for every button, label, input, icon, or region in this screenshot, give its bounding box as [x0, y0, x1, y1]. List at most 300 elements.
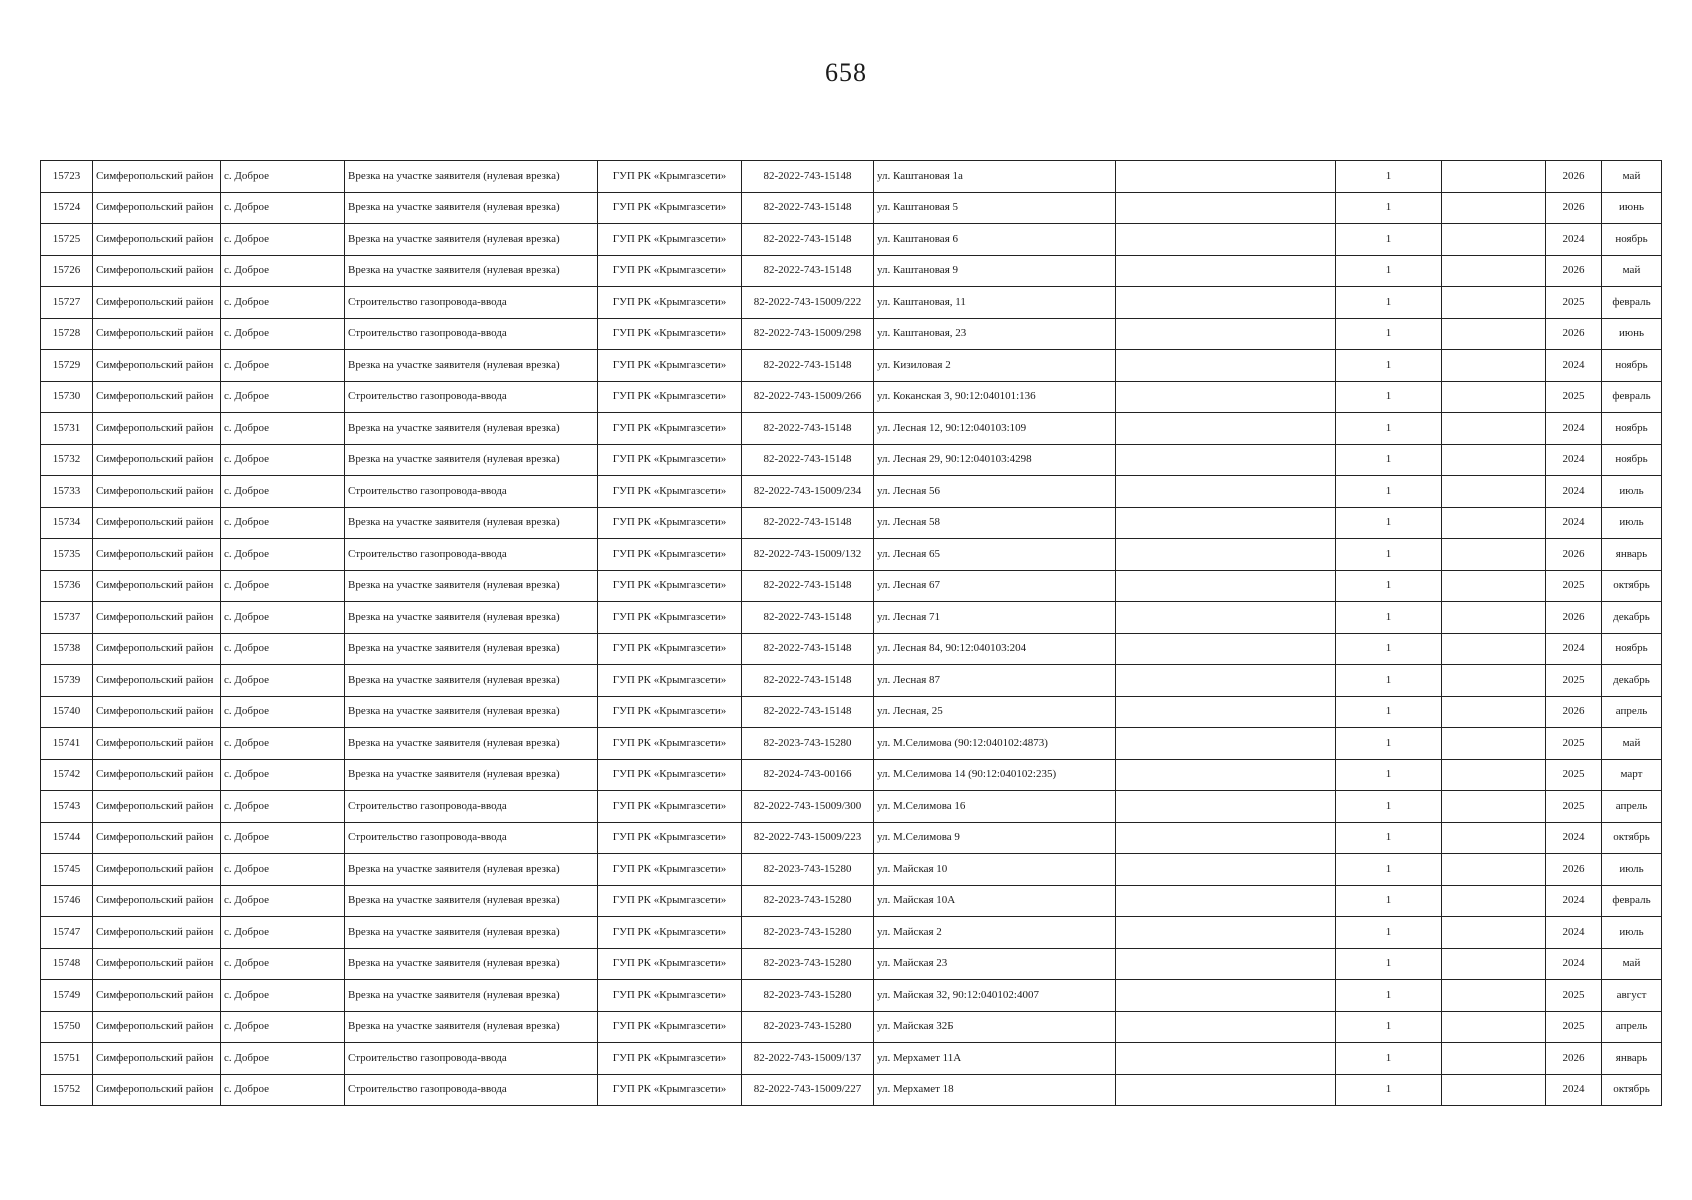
locality-cell: с. Доброе	[221, 917, 345, 949]
work-type-cell: Врезка на участке заявителя (нулевая врезка)	[345, 854, 598, 886]
address-cell: ул. Лесная, 25	[874, 696, 1116, 728]
empty-cell	[1116, 161, 1336, 193]
table-row	[41, 1043, 1662, 1075]
quantity-cell: 1	[1336, 885, 1442, 917]
organization-cell: ГУП РК «Крымгазсети»	[598, 1043, 742, 1075]
empty-cell	[1442, 350, 1546, 382]
record-number-cell: 15745	[41, 854, 93, 886]
organization-cell: ГУП РК «Крымгазсети»	[598, 759, 742, 791]
locality-cell: с. Доброе	[221, 350, 345, 382]
table-row	[41, 192, 1662, 224]
organization-cell: ГУП РК «Крымгазсети»	[598, 255, 742, 287]
work-type-cell: Врезка на участке заявителя (нулевая врезка)	[345, 1011, 598, 1043]
district-cell: Симферопольский район	[93, 948, 221, 980]
empty-cell	[1116, 696, 1336, 728]
request-code-cell: 82-2023-743-15280	[742, 948, 874, 980]
request-code-cell: 82-2022-743-15148	[742, 633, 874, 665]
request-code-cell: 82-2022-743-15148	[742, 696, 874, 728]
address-cell: ул. М.Селимова (90:12:040102:4873)	[874, 728, 1116, 760]
table-row	[41, 507, 1662, 539]
organization-cell: ГУП РК «Крымгазсети»	[598, 1011, 742, 1043]
table-row	[41, 255, 1662, 287]
organization-cell: ГУП РК «Крымгазсети»	[598, 948, 742, 980]
quantity-cell: 1	[1336, 287, 1442, 319]
month-cell: декабрь	[1602, 602, 1662, 634]
record-number-cell: 15746	[41, 885, 93, 917]
empty-cell	[1442, 885, 1546, 917]
request-code-cell: 82-2022-743-15009/227	[742, 1074, 874, 1106]
year-cell: 2026	[1546, 539, 1602, 571]
empty-cell	[1442, 948, 1546, 980]
locality-cell: с. Доброе	[221, 570, 345, 602]
record-number-cell: 15749	[41, 980, 93, 1012]
locality-cell: с. Доброе	[221, 192, 345, 224]
table-row	[41, 444, 1662, 476]
table-row	[41, 948, 1662, 980]
year-cell: 2025	[1546, 728, 1602, 760]
district-cell: Симферопольский район	[93, 759, 221, 791]
district-cell: Симферопольский район	[93, 728, 221, 760]
empty-cell	[1442, 854, 1546, 886]
month-cell: май	[1602, 948, 1662, 980]
record-number-cell: 15740	[41, 696, 93, 728]
address-cell: ул. Каштановая 1а	[874, 161, 1116, 193]
district-cell: Симферопольский район	[93, 381, 221, 413]
quantity-cell: 1	[1336, 1043, 1442, 1075]
district-cell: Симферопольский район	[93, 980, 221, 1012]
request-code-cell: 82-2023-743-15280	[742, 854, 874, 886]
quantity-cell: 1	[1336, 822, 1442, 854]
organization-cell: ГУП РК «Крымгазсети»	[598, 602, 742, 634]
work-type-cell: Врезка на участке заявителя (нулевая врезка)	[345, 948, 598, 980]
month-cell: ноябрь	[1602, 224, 1662, 256]
locality-cell: с. Доброе	[221, 696, 345, 728]
record-number-cell: 15727	[41, 287, 93, 319]
empty-cell	[1442, 728, 1546, 760]
empty-cell	[1116, 476, 1336, 508]
empty-cell	[1116, 759, 1336, 791]
table-row	[41, 287, 1662, 319]
empty-cell	[1116, 224, 1336, 256]
organization-cell: ГУП РК «Крымгазсети»	[598, 539, 742, 571]
work-type-cell: Строительство газопровода-ввода	[345, 791, 598, 823]
month-cell: февраль	[1602, 381, 1662, 413]
quantity-cell: 1	[1336, 665, 1442, 697]
locality-cell: с. Доброе	[221, 287, 345, 319]
record-number-cell: 15738	[41, 633, 93, 665]
organization-cell: ГУП РК «Крымгазсети»	[598, 192, 742, 224]
empty-cell	[1116, 948, 1336, 980]
year-cell: 2026	[1546, 192, 1602, 224]
year-cell: 2024	[1546, 507, 1602, 539]
district-cell: Симферопольский район	[93, 444, 221, 476]
locality-cell: с. Доброе	[221, 1074, 345, 1106]
address-cell: ул. Каштановая 9	[874, 255, 1116, 287]
page-number: 658	[825, 58, 867, 87]
year-cell: 2026	[1546, 854, 1602, 886]
empty-cell	[1442, 413, 1546, 445]
address-cell: ул. Лесная 29, 90:12:040103:4298	[874, 444, 1116, 476]
month-cell: ноябрь	[1602, 444, 1662, 476]
organization-cell: ГУП РК «Крымгазсети»	[598, 570, 742, 602]
locality-cell: с. Доброе	[221, 224, 345, 256]
table-row	[41, 476, 1662, 508]
district-cell: Симферопольский район	[93, 602, 221, 634]
address-cell: ул. Майская 2	[874, 917, 1116, 949]
table-row	[41, 539, 1662, 571]
locality-cell: с. Доброе	[221, 759, 345, 791]
year-cell: 2026	[1546, 602, 1602, 634]
district-cell: Симферопольский район	[93, 318, 221, 350]
district-cell: Симферопольский район	[93, 696, 221, 728]
quantity-cell: 1	[1336, 917, 1442, 949]
locality-cell: с. Доброе	[221, 633, 345, 665]
work-type-cell: Врезка на участке заявителя (нулевая врезка)	[345, 224, 598, 256]
organization-cell: ГУП РК «Крымгазсети»	[598, 507, 742, 539]
address-cell: ул. Майская 10А	[874, 885, 1116, 917]
empty-cell	[1116, 917, 1336, 949]
record-number-cell: 15751	[41, 1043, 93, 1075]
table-row	[41, 665, 1662, 697]
address-cell: ул. Каштановая 5	[874, 192, 1116, 224]
district-cell: Симферопольский район	[93, 633, 221, 665]
organization-cell: ГУП РК «Крымгазсети»	[598, 728, 742, 760]
year-cell: 2026	[1546, 161, 1602, 193]
record-number-cell: 15732	[41, 444, 93, 476]
locality-cell: с. Доброе	[221, 885, 345, 917]
month-cell: июнь	[1602, 192, 1662, 224]
address-cell: ул. Лесная 58	[874, 507, 1116, 539]
year-cell: 2024	[1546, 444, 1602, 476]
work-type-cell: Врезка на участке заявителя (нулевая врезка)	[345, 885, 598, 917]
locality-cell: с. Доброе	[221, 665, 345, 697]
work-type-cell: Врезка на участке заявителя (нулевая врезка)	[345, 413, 598, 445]
request-code-cell: 82-2024-743-00166	[742, 759, 874, 791]
work-type-cell: Врезка на участке заявителя (нулевая врезка)	[345, 696, 598, 728]
locality-cell: с. Доброе	[221, 728, 345, 760]
gasification-table	[40, 160, 1662, 1106]
year-cell: 2026	[1546, 1043, 1602, 1075]
quantity-cell: 1	[1336, 1074, 1442, 1106]
empty-cell	[1442, 822, 1546, 854]
locality-cell: с. Доброе	[221, 539, 345, 571]
empty-cell	[1116, 570, 1336, 602]
record-number-cell: 15731	[41, 413, 93, 445]
district-cell: Симферопольский район	[93, 413, 221, 445]
district-cell: Симферопольский район	[93, 255, 221, 287]
work-type-cell: Врезка на участке заявителя (нулевая врезка)	[345, 980, 598, 1012]
request-code-cell: 82-2022-743-15148	[742, 665, 874, 697]
empty-cell	[1116, 1043, 1336, 1075]
address-cell: ул. Лесная 67	[874, 570, 1116, 602]
month-cell: ноябрь	[1602, 413, 1662, 445]
district-cell: Симферопольский район	[93, 507, 221, 539]
address-cell: ул. Лесная 87	[874, 665, 1116, 697]
empty-cell	[1116, 255, 1336, 287]
year-cell: 2024	[1546, 948, 1602, 980]
address-cell: ул. Лесная 56	[874, 476, 1116, 508]
table-row	[41, 413, 1662, 445]
table-row	[41, 318, 1662, 350]
year-cell: 2024	[1546, 413, 1602, 445]
month-cell: июль	[1602, 917, 1662, 949]
request-code-cell: 82-2023-743-15280	[742, 885, 874, 917]
work-type-cell: Строительство газопровода-ввода	[345, 287, 598, 319]
district-cell: Симферопольский район	[93, 539, 221, 571]
record-number-cell: 15728	[41, 318, 93, 350]
address-cell: ул. Кизиловая 2	[874, 350, 1116, 382]
year-cell: 2025	[1546, 665, 1602, 697]
empty-cell	[1442, 476, 1546, 508]
table-row	[41, 728, 1662, 760]
work-type-cell: Врезка на участке заявителя (нулевая врезка)	[345, 507, 598, 539]
locality-cell: с. Доброе	[221, 476, 345, 508]
request-code-cell: 82-2023-743-15280	[742, 917, 874, 949]
address-cell: ул. Мерхамет 18	[874, 1074, 1116, 1106]
district-cell: Симферопольский район	[93, 822, 221, 854]
quantity-cell: 1	[1336, 192, 1442, 224]
address-cell: ул. Каштановая 6	[874, 224, 1116, 256]
month-cell: январь	[1602, 1043, 1662, 1075]
empty-cell	[1116, 885, 1336, 917]
address-cell: ул. Майская 32, 90:12:040102:4007	[874, 980, 1116, 1012]
month-cell: август	[1602, 980, 1662, 1012]
table-row	[41, 980, 1662, 1012]
work-type-cell: Строительство газопровода-ввода	[345, 822, 598, 854]
year-cell: 2024	[1546, 885, 1602, 917]
empty-cell	[1442, 633, 1546, 665]
locality-cell: с. Доброе	[221, 948, 345, 980]
month-cell: октябрь	[1602, 1074, 1662, 1106]
month-cell: февраль	[1602, 885, 1662, 917]
address-cell: ул. Лесная 65	[874, 539, 1116, 571]
request-code-cell: 82-2022-743-15148	[742, 350, 874, 382]
year-cell: 2024	[1546, 224, 1602, 256]
organization-cell: ГУП РК «Крымгазсети»	[598, 917, 742, 949]
organization-cell: ГУП РК «Крымгазсети»	[598, 791, 742, 823]
organization-cell: ГУП РК «Крымгазсети»	[598, 318, 742, 350]
work-type-cell: Врезка на участке заявителя (нулевая врезка)	[345, 728, 598, 760]
year-cell: 2025	[1546, 381, 1602, 413]
quantity-cell: 1	[1336, 696, 1442, 728]
district-cell: Симферопольский район	[93, 854, 221, 886]
table-row	[41, 633, 1662, 665]
month-cell: июль	[1602, 507, 1662, 539]
year-cell: 2024	[1546, 822, 1602, 854]
month-cell: май	[1602, 728, 1662, 760]
empty-cell	[1442, 444, 1546, 476]
work-type-cell: Строительство газопровода-ввода	[345, 1074, 598, 1106]
empty-cell	[1116, 665, 1336, 697]
work-type-cell: Строительство газопровода-ввода	[345, 1043, 598, 1075]
work-type-cell: Врезка на участке заявителя (нулевая врезка)	[345, 570, 598, 602]
district-cell: Симферопольский район	[93, 791, 221, 823]
empty-cell	[1442, 192, 1546, 224]
request-code-cell: 82-2022-743-15148	[742, 413, 874, 445]
address-cell: ул. Майская 32Б	[874, 1011, 1116, 1043]
locality-cell: с. Доброе	[221, 602, 345, 634]
organization-cell: ГУП РК «Крымгазсети»	[598, 822, 742, 854]
request-code-cell: 82-2022-743-15009/223	[742, 822, 874, 854]
year-cell: 2025	[1546, 570, 1602, 602]
locality-cell: с. Доброе	[221, 507, 345, 539]
district-cell: Симферопольский район	[93, 287, 221, 319]
address-cell: ул. М.Селимова 14 (90:12:040102:235)	[874, 759, 1116, 791]
record-number-cell: 15752	[41, 1074, 93, 1106]
address-cell: ул. Каштановая, 23	[874, 318, 1116, 350]
address-cell: ул. Лесная 84, 90:12:040103:204	[874, 633, 1116, 665]
organization-cell: ГУП РК «Крымгазсети»	[598, 665, 742, 697]
request-code-cell: 82-2022-743-15148	[742, 507, 874, 539]
empty-cell	[1116, 318, 1336, 350]
address-cell: ул. Майская 10	[874, 854, 1116, 886]
empty-cell	[1116, 633, 1336, 665]
request-code-cell: 82-2022-743-15009/137	[742, 1043, 874, 1075]
empty-cell	[1116, 602, 1336, 634]
locality-cell: с. Доброе	[221, 980, 345, 1012]
locality-cell: с. Доброе	[221, 822, 345, 854]
quantity-cell: 1	[1336, 255, 1442, 287]
table-row	[41, 224, 1662, 256]
request-code-cell: 82-2022-743-15009/266	[742, 381, 874, 413]
quantity-cell: 1	[1336, 224, 1442, 256]
request-code-cell: 82-2022-743-15009/222	[742, 287, 874, 319]
quantity-cell: 1	[1336, 791, 1442, 823]
locality-cell: с. Доброе	[221, 1043, 345, 1075]
locality-cell: с. Доброе	[221, 444, 345, 476]
record-number-cell: 15742	[41, 759, 93, 791]
year-cell: 2024	[1546, 917, 1602, 949]
record-number-cell: 15730	[41, 381, 93, 413]
address-cell: ул. Каштановая, 11	[874, 287, 1116, 319]
organization-cell: ГУП РК «Крымгазсети»	[598, 696, 742, 728]
work-type-cell: Врезка на участке заявителя (нулевая врезка)	[345, 665, 598, 697]
table-row	[41, 350, 1662, 382]
record-number-cell: 15729	[41, 350, 93, 382]
quantity-cell: 1	[1336, 161, 1442, 193]
organization-cell: ГУП РК «Крымгазсети»	[598, 476, 742, 508]
empty-cell	[1116, 192, 1336, 224]
district-cell: Симферопольский район	[93, 1011, 221, 1043]
quantity-cell: 1	[1336, 980, 1442, 1012]
empty-cell	[1116, 350, 1336, 382]
empty-cell	[1442, 381, 1546, 413]
month-cell: май	[1602, 255, 1662, 287]
quantity-cell: 1	[1336, 350, 1442, 382]
request-code-cell: 82-2022-743-15148	[742, 224, 874, 256]
record-number-cell: 15741	[41, 728, 93, 760]
organization-cell: ГУП РК «Крымгазсети»	[598, 161, 742, 193]
empty-cell	[1442, 759, 1546, 791]
organization-cell: ГУП РК «Крымгазсети»	[598, 854, 742, 886]
month-cell: ноябрь	[1602, 633, 1662, 665]
year-cell: 2025	[1546, 759, 1602, 791]
record-number-cell: 15724	[41, 192, 93, 224]
work-type-cell: Врезка на участке заявителя (нулевая врезка)	[345, 255, 598, 287]
table-row	[41, 696, 1662, 728]
organization-cell: ГУП РК «Крымгазсети»	[598, 381, 742, 413]
organization-cell: ГУП РК «Крымгазсети»	[598, 885, 742, 917]
work-type-cell: Строительство газопровода-ввода	[345, 539, 598, 571]
empty-cell	[1442, 917, 1546, 949]
empty-cell	[1442, 980, 1546, 1012]
quantity-cell: 1	[1336, 539, 1442, 571]
request-code-cell: 82-2023-743-15280	[742, 980, 874, 1012]
quantity-cell: 1	[1336, 318, 1442, 350]
month-cell: март	[1602, 759, 1662, 791]
request-code-cell: 82-2023-743-15280	[742, 728, 874, 760]
table-row	[41, 602, 1662, 634]
record-number-cell: 15737	[41, 602, 93, 634]
request-code-cell: 82-2022-743-15009/298	[742, 318, 874, 350]
quantity-cell: 1	[1336, 1011, 1442, 1043]
locality-cell: с. Доброе	[221, 413, 345, 445]
year-cell: 2026	[1546, 255, 1602, 287]
quantity-cell: 1	[1336, 633, 1442, 665]
empty-cell	[1116, 413, 1336, 445]
empty-cell	[1116, 822, 1336, 854]
record-number-cell: 15736	[41, 570, 93, 602]
record-number-cell: 15733	[41, 476, 93, 508]
record-number-cell: 15723	[41, 161, 93, 193]
table-row	[41, 822, 1662, 854]
month-cell: июль	[1602, 854, 1662, 886]
district-cell: Симферопольский район	[93, 665, 221, 697]
empty-cell	[1116, 287, 1336, 319]
district-cell: Симферопольский район	[93, 476, 221, 508]
district-cell: Симферопольский район	[93, 224, 221, 256]
address-cell: ул. Лесная 71	[874, 602, 1116, 634]
empty-cell	[1442, 1011, 1546, 1043]
empty-cell	[1442, 507, 1546, 539]
table-row	[41, 161, 1662, 193]
district-cell: Симферопольский район	[93, 570, 221, 602]
empty-cell	[1116, 381, 1336, 413]
table-row	[41, 854, 1662, 886]
empty-cell	[1116, 728, 1336, 760]
request-code-cell: 82-2022-743-15009/234	[742, 476, 874, 508]
record-number-cell: 15739	[41, 665, 93, 697]
locality-cell: с. Доброе	[221, 381, 345, 413]
empty-cell	[1442, 665, 1546, 697]
quantity-cell: 1	[1336, 728, 1442, 760]
record-number-cell: 15725	[41, 224, 93, 256]
year-cell: 2025	[1546, 1011, 1602, 1043]
quantity-cell: 1	[1336, 570, 1442, 602]
empty-cell	[1116, 1074, 1336, 1106]
table-row	[41, 1011, 1662, 1043]
table-row	[41, 791, 1662, 823]
work-type-cell: Врезка на участке заявителя (нулевая врезка)	[345, 602, 598, 634]
district-cell: Симферопольский район	[93, 917, 221, 949]
quantity-cell: 1	[1336, 413, 1442, 445]
record-number-cell: 15748	[41, 948, 93, 980]
request-code-cell: 82-2022-743-15148	[742, 602, 874, 634]
quantity-cell: 1	[1336, 948, 1442, 980]
quantity-cell: 1	[1336, 476, 1442, 508]
work-type-cell: Врезка на участке заявителя (нулевая врезка)	[345, 192, 598, 224]
empty-cell	[1442, 1043, 1546, 1075]
work-type-cell: Врезка на участке заявителя (нулевая врезка)	[345, 444, 598, 476]
year-cell: 2025	[1546, 791, 1602, 823]
record-number-cell: 15734	[41, 507, 93, 539]
month-cell: февраль	[1602, 287, 1662, 319]
work-type-cell: Врезка на участке заявителя (нулевая врезка)	[345, 633, 598, 665]
quantity-cell: 1	[1336, 381, 1442, 413]
empty-cell	[1442, 255, 1546, 287]
quantity-cell: 1	[1336, 444, 1442, 476]
quantity-cell: 1	[1336, 854, 1442, 886]
